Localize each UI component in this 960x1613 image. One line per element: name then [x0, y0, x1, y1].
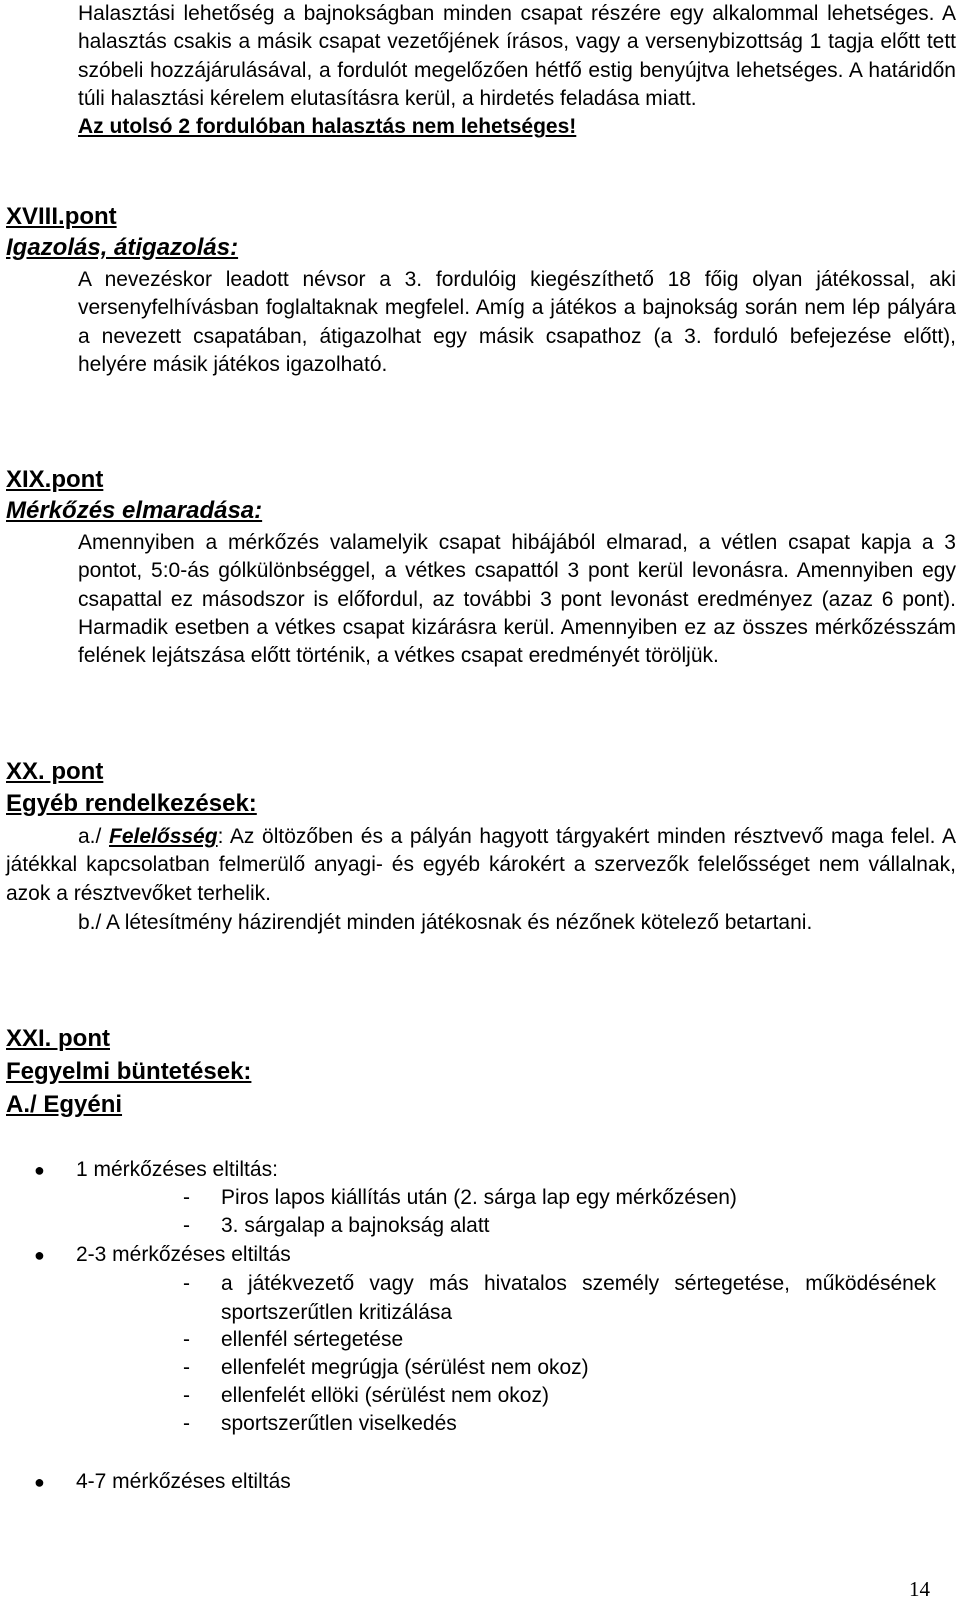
penalty-bullet	[34, 1468, 291, 1496]
bullet-icon: ●	[34, 1160, 45, 1180]
intro-text: Halasztási lehetőség a bajnokságban minden csapat részére egy alkalommal lehetséges. A halasztás csakis a másik csapat vezetőjének írásos, vagy a versenybizottság 1 tagja előtt tett szóbeli hozzájárulásával, a fordulót megelőzően hétfő estig benyújtva lehetséges. A határidőn túli halasztási kérelem elutasításra kerül, a hirdetés feladása miatt.	[78, 2, 956, 110]
penalty-sub-item	[183, 1212, 490, 1241]
section-19-title: Mérkőzés elmaradása:	[6, 497, 263, 524]
penalty-sub-item	[183, 1382, 549, 1411]
penalty-sub-item	[183, 1354, 589, 1383]
section-18-title: Igazolás, átigazolás:	[6, 234, 239, 261]
intro-bold-note: Az utolsó 2 fordulóban halasztás nem lehetséges!	[78, 115, 577, 139]
section-19-number: XIX.pont	[6, 466, 104, 493]
item-a-prefix: a./	[78, 825, 102, 848]
section-21-number: XXI. pont	[6, 1025, 110, 1052]
penalty-label: 2-3 mérkőzéses eltiltás	[76, 1243, 291, 1266]
page-number: 14	[909, 1577, 930, 1601]
intro-paragraph	[78, 0, 956, 141]
dash-icon: -	[183, 1272, 190, 1295]
penalty-label: 4-7 mérkőzéses eltiltás	[76, 1470, 291, 1493]
penalty-label: 1 mérkőzéses eltiltás:	[76, 1158, 278, 1181]
penalty-sub-item	[183, 1410, 457, 1439]
bullet-icon: ●	[34, 1472, 45, 1492]
section-20-number: XX. pont	[6, 758, 104, 785]
item-a-title: Felelősség	[109, 825, 218, 848]
penalty-sub-text: 3. sárgalap a bajnokság alatt	[221, 1214, 490, 1237]
dash-icon: -	[183, 1186, 190, 1209]
section-19-text: Amennyiben a mérkőzés valamelyik csapat hibájából elmarad, a vétlen csapat kapja a 3 pontot, 5:0-ás gólkülönbséggel, a vétkes csapattól 3 pont kerül levonásra. Amennyiben egy csapattal ez másodszor is előfordul, az további 3 pont levonást eredményez (azaz 6 pont). Harmadik esetben a vétkes csapat kizárásra kerül. Amennyiben ez az összes mérkőzésszám felének lejátszása előtt történik, a vétkes csapat eredményét töröljük.	[78, 531, 956, 668]
penalty-sub-text: sportszerűtlen viselkedés	[221, 1412, 457, 1435]
penalty-sub-text: ellenfél sértegetése	[221, 1328, 404, 1351]
penalty-sub-text: ellenfelét ellöki (sérülést nem okoz)	[221, 1384, 549, 1407]
section-18-text: A nevezéskor leadott névsor a 3. fordulóig kiegészíthető 18 főig olyan játékossal, aki versenyfelhívásban foglaltaknak megfelel. Amíg a játékos a bajnokság során nem lép pályára a nevezett csapatában, átigazolhat egy másik csapathoz (a 3. forduló befejezése előtt), helyére másik játékos igazolható.	[78, 268, 956, 376]
dash-icon: -	[183, 1214, 190, 1237]
section-20-title: Egyéb rendelkezések:	[6, 790, 257, 817]
penalty-bullet	[34, 1241, 291, 1269]
penalty-bullet	[34, 1156, 278, 1184]
dash-icon: -	[183, 1328, 190, 1351]
section-21-title: Fegyelmi büntetések:	[6, 1058, 252, 1085]
penalty-sub-text: a játékvezető vagy más hivatalos személy sértegetése, működésének sportszerűtlen kritizálása	[221, 1272, 936, 1324]
bullet-icon: ●	[34, 1245, 45, 1265]
item-a-text: : Az öltözőben és a pályán hagyott tárgyakért minden résztvevő maga felel. A játékkal kapcsolatban felmerülő anyagi- és egyéb károkért a szervezők felelősséget nem vállalnak, azok a résztvevőket terhelik.	[6, 825, 957, 905]
penalty-sub-text: ellenfelét megrúgja (sérülést nem okoz)	[221, 1356, 589, 1379]
section-20-item-b: b./ A létesítmény házirendjét minden játékosnak és nézőnek kötelező betartani.	[78, 911, 813, 934]
section-20-item-a	[6, 823, 956, 908]
section-21-subtitle: A./ Egyéni	[6, 1091, 123, 1118]
penalty-sub-text: Piros lapos kiállítás után (2. sárga lap egy mérkőzésen)	[221, 1186, 737, 1209]
section-18-number: XVIII.pont	[6, 203, 117, 230]
dash-icon: -	[183, 1356, 190, 1379]
penalty-sub-item	[183, 1326, 403, 1355]
penalty-sub-item	[183, 1184, 737, 1213]
dash-icon: -	[183, 1384, 190, 1407]
dash-icon: -	[183, 1412, 190, 1435]
